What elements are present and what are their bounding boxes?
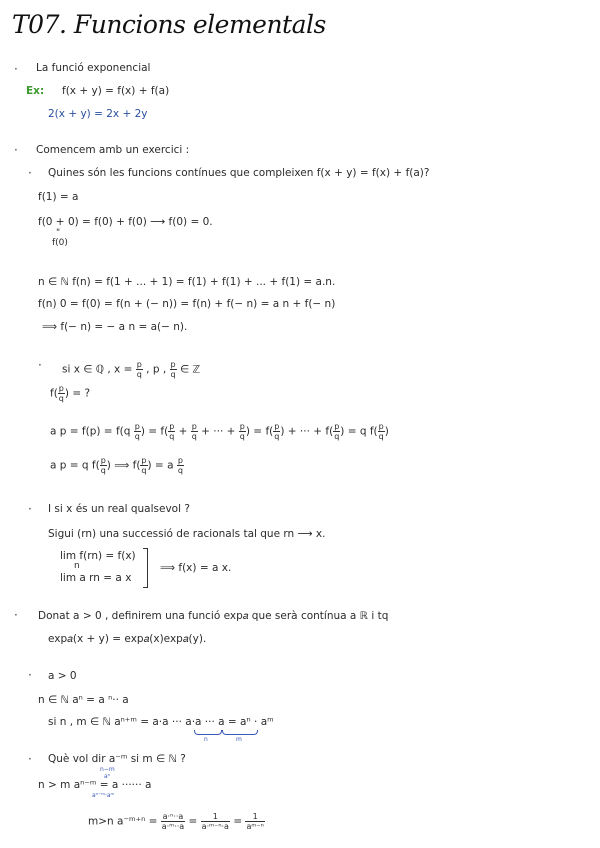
line-f0: f(0 + 0) = f(0) + f(0) ⟶ f(0) = 0.	[38, 216, 213, 228]
underbrace-icon	[222, 730, 258, 735]
bullet-icon: ·	[28, 502, 32, 516]
line-naturals-3: ⟹ f(− n) = − a n = a(− n).	[42, 321, 188, 333]
line-naturals-2: f(n) 0 = f(0) = f(n + (− n)) = f(n) + f(− n) = a n + f(− n)	[38, 298, 336, 310]
bullet-icon: ·	[28, 166, 32, 180]
underbrace-label-n: n	[204, 736, 208, 743]
example-line-1: f(x + y) = f(x) + f(a)	[62, 85, 170, 97]
line-a-positive: a > 0	[48, 670, 77, 682]
line-exp-property: exp𝑎(x + y) = exp𝑎(x)exp𝑎(y).	[48, 633, 207, 645]
note-a-n: aⁿ	[104, 773, 111, 780]
note-n-minus-m: n−m	[100, 766, 115, 773]
line-limit-result: ⟹ f(x) = a x.	[160, 562, 232, 574]
heading-exponential: La funció exponencial	[36, 62, 151, 74]
line-m-greater-n: m>n a⁻ᵐ⁺ⁿ = $\frac{\text{a·ⁿ··a}}{\text{a·ᵐ··a}}$ = $\frac{1}{\text{a·ᵐ⁻ⁿ·a}}$ = $\frac{1}{\text{aᵐ⁻ⁿ}}$	[88, 812, 264, 831]
line-limit-1: lim f(rn) = f(x)	[60, 550, 136, 562]
bullet-icon: ·	[28, 668, 32, 682]
line-rationals: si x ∈ ℚ , x = $\frac{p}{q}$ , p , $\frac{p}{q}$ ∈ ℤ	[62, 360, 201, 379]
question-negative-power: Què vol dir a⁻ᵐ si m ∈ ℕ ?	[48, 753, 186, 765]
brace-icon	[143, 548, 148, 588]
line-definition: Donat a > 0 , definirem una funció exp𝑎 que serà contínua a ℝ i tq	[38, 610, 389, 622]
line-f0-mark: "	[56, 228, 61, 238]
line-naturals-1: n ∈ ℕ f(n) = f(1 + ... + 1) = f(1) + f(1) + ... + f(1) = a.n.	[38, 276, 336, 288]
line-n-greater-m: n > m aⁿ⁻ᵐ = a ······ a	[38, 779, 152, 791]
line-a-power-sum: si n , m ∈ ℕ aⁿ⁺ᵐ = a·a ··· a·a ··· a = aⁿ · aᵐ	[48, 716, 274, 728]
underbrace-icon	[194, 730, 222, 735]
question-reals: I si x és un real qualsevol ?	[48, 503, 190, 515]
bullet-icon: ·	[28, 752, 32, 766]
bullet-icon: ·	[14, 62, 18, 76]
line-limit-n: n	[74, 561, 80, 571]
example-label: Ex:	[26, 85, 45, 97]
line-a-power-n: n ∈ ℕ aⁿ = a ⁿ·· a	[38, 694, 129, 706]
line-ap-2: a p = q f( $\frac{p}{q}$ ) ⟹ f( $\frac{p}{q}$ ) = a $\frac{p}{q}$	[50, 456, 183, 475]
line-limit-2: lim a rn = a x	[60, 572, 132, 584]
bullet-icon: ·	[14, 608, 18, 622]
example-line-2: 2(x + y) = 2x + 2y	[48, 108, 148, 120]
line-ap-1: a p = f(p) = f(q $\frac{p}{q}$ ) = f( $\frac{p}{q}$ + $\frac{p}{q}$ + ··· + $\frac{p}{q}$ ) = f( $\frac{p}{q}$ ) + ··· + f( $\frac{p}{q}$ ) = q f( $\frac{p}{q}$ )	[50, 422, 389, 441]
line-f1: f(1) = a	[38, 191, 79, 203]
line-f-pq: f( $\frac{p}{q}$ ) = ?	[50, 384, 91, 403]
underbrace-label-m: m	[236, 736, 242, 743]
question-continuous: Quines són les funcions contínues que compleixen f(x + y) = f(x) + f(a)?	[48, 167, 430, 179]
line-f0-sub: f(0)	[52, 238, 68, 248]
page-title: T07. Funcions elementals	[12, 10, 326, 39]
bullet-icon: ·	[14, 143, 18, 157]
heading-exercise: Comencem amb un exercici :	[36, 144, 190, 156]
bullet-icon: ·	[38, 358, 42, 372]
line-sequence: Sigui (rn) una successió de racionals tal que rn ⟶ x.	[48, 528, 326, 540]
note-product: aⁿ⁻ᵐ·aᵐ	[92, 792, 115, 799]
